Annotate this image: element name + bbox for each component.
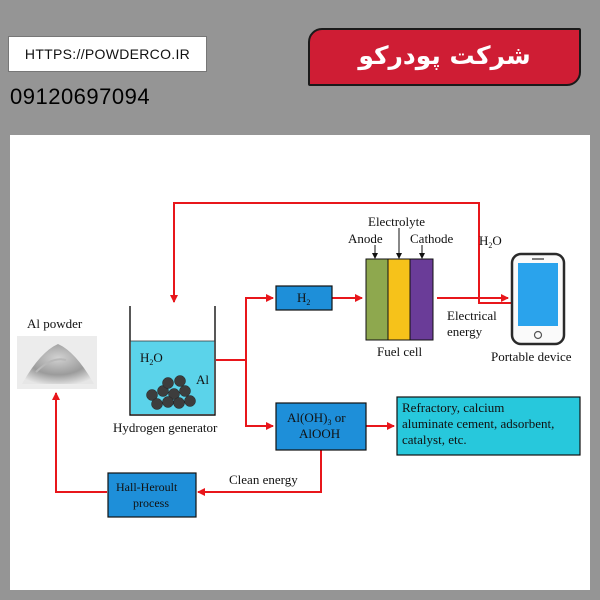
aloh-label-line1: $Al(OH)_3$ or [287,410,346,427]
phone-icon [512,254,564,344]
fuel-cell [366,259,433,340]
al-label: Al [196,372,209,387]
uses-line2: aluminate cement, adsorbent, [402,416,555,431]
website-url[interactable]: HTTPS://POWDERCO.IR [8,36,207,72]
anode-label: Anode [348,231,383,246]
arrow-to-h2 [216,298,273,360]
al-powder-image [17,336,97,389]
phone-number: 09120697094 [10,84,151,109]
brand-banner: شرکت پودرکو [308,28,581,86]
al-powder-label: Al powder [27,316,83,331]
electrolyte-label: Electrolyte [368,214,426,229]
arrow-to-powder [56,393,107,492]
hall-heroult-line2: process [133,496,169,510]
arrow-fuelcell-loop [174,203,514,303]
aloh-label-line2: AlOOH [299,426,341,441]
clean-energy-label: Clean energy [229,472,298,487]
uses-line1: Refractory, calcium [402,400,505,415]
hydrogen-generator-label: Hydrogen generator [113,420,218,435]
electrical-energy-line1: Electrical [447,308,497,323]
hall-heroult-line1: Hall-Heroult [116,480,178,494]
water-label: $H_2O$ [140,350,163,367]
portable-device-label: Portable device [491,349,572,364]
h2-label: $H_2$ [297,290,311,307]
h2o-label: $H_2O$ [479,233,502,250]
arrow-to-aloh [246,360,273,426]
fuel-cell-label: Fuel cell [377,344,423,359]
uses-line3: catalyst, etc. [402,432,467,447]
electrical-energy-line2: energy [447,324,483,339]
cathode-label: Cathode [410,231,454,246]
